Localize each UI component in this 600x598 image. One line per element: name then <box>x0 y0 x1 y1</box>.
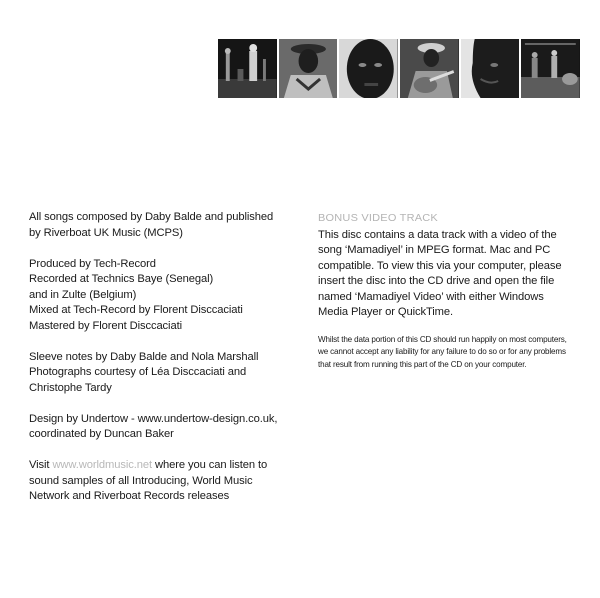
visit-prefix: Visit <box>29 459 53 471</box>
bonus-video-description: This disc contains a data track with a video of the song ‘Mamadiyel’ in MPEG format. Mac and PC compatible. To view this via your computer, please insert the disc into the CD drive and open the file named ‘Mamadiyel Video’ with either Windows Media Player or QuickTime. <box>318 228 562 318</box>
design-credit: Design by Undertow - www.undertow-design.co.uk, coordinated by Duncan Baker <box>29 412 278 440</box>
guitarist-photo <box>400 39 461 98</box>
profile-face-photo <box>461 39 522 98</box>
data-track-disclaimer: Whilst the data portion of this CD should run happily on most computers, we cannot accept any liability for any failure to do so or for any problems that result from running this part of the CD on your computer. <box>318 334 567 369</box>
visit-website-text <box>29 458 289 505</box>
credits-column <box>29 210 289 520</box>
bonus-column <box>318 211 580 371</box>
closeup-face-photo <box>339 39 400 98</box>
visit-suffix: where you can listen to sound samples of all Introducing, World Music Network and Riverboat Records releases <box>29 459 268 502</box>
photo-strip <box>218 39 580 98</box>
composer-credit: All songs composed by Daby Balde and published by Riverboat UK Music (MCPS) <box>29 211 274 239</box>
band-stage-photo <box>521 39 580 98</box>
production-credits: Produced by Tech-Record Recorded at Technics Baye (Senegal) and in Zulte (Belgium) Mixed at Tech-Record by Florent Disccaciati Mastered by Florent Disccaciati <box>29 257 243 332</box>
singer-portrait-photo <box>279 39 340 98</box>
bonus-video-heading: BONUS VIDEO TRACK <box>318 212 438 224</box>
concert-stage-photo <box>218 39 279 98</box>
website-link[interactable]: www.worldmusic.net <box>52 459 152 471</box>
sleeve-notes-credit: Sleeve notes by Daby Balde and Nola Marshall Photographs courtesy of Léa Disccaciati and Christophe Tardy <box>29 350 259 394</box>
